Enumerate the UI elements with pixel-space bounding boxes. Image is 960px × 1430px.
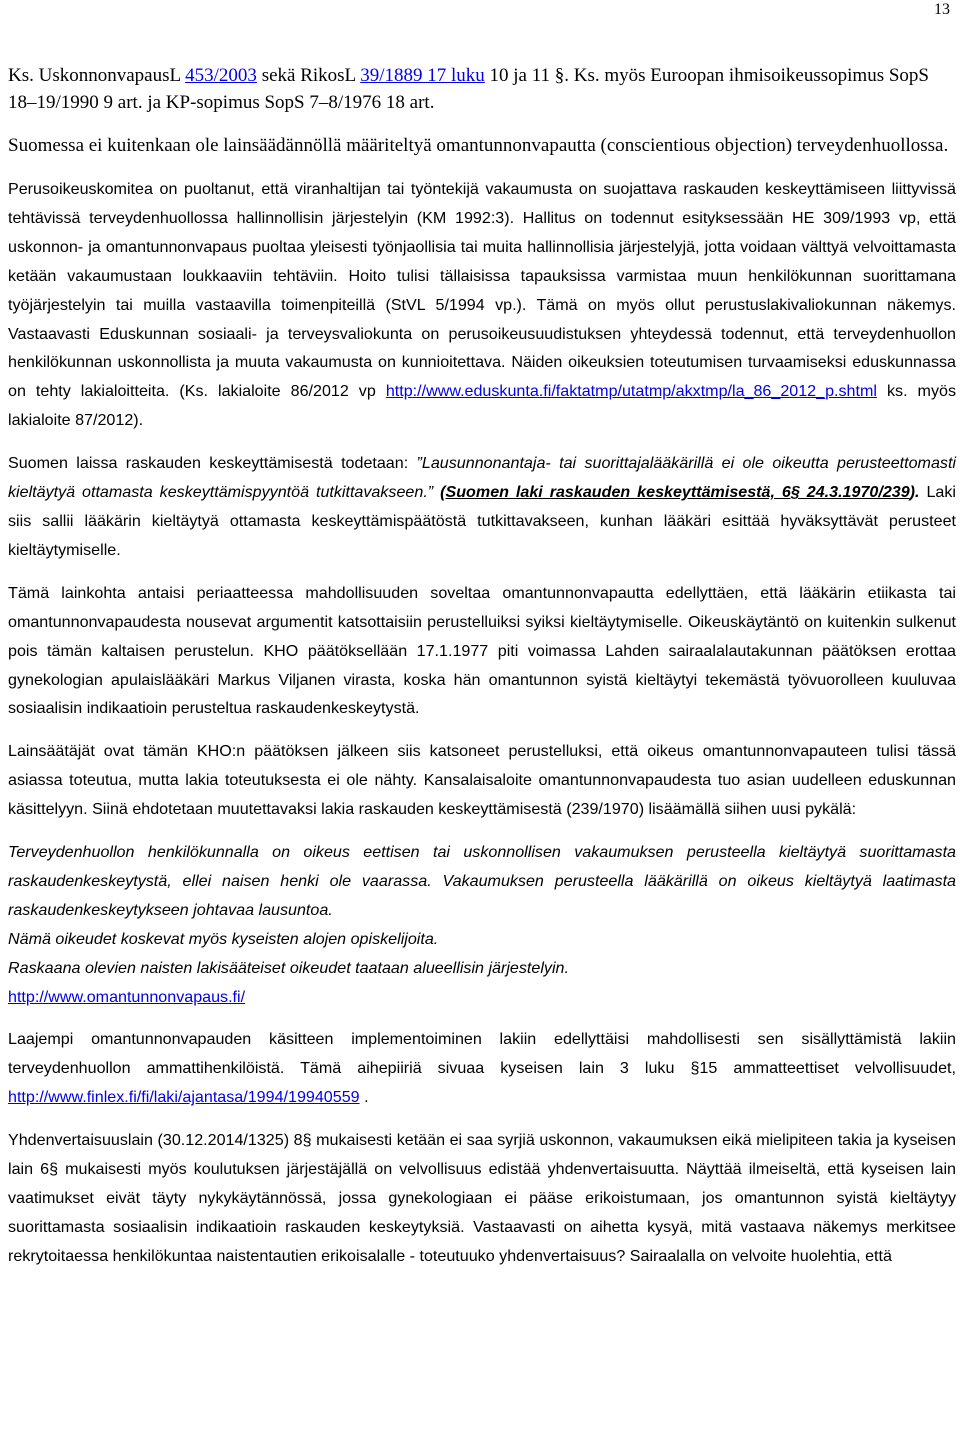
paragraph-proposed-section	[8, 838, 956, 1011]
law-reference: Suomen laki raskauden keskeyttämisestä, 6§ 24.3.1970/239	[445, 483, 910, 502]
proposed-text: Terveydenhuollon henkilökunnalla on oikeus eettisen tai uskonnollisen vakaumuksen perusteella kieltäytyä suorittamasta raskaudenkeskeytystä, ellei naisen henki ole vaarassa. Vakaumuksen perusteella lääkärillä on oikeus kieltäytyä laatimasta raskaudenkeskeytykseen johtavaa lausuntoa.	[8, 843, 956, 919]
proposed-text: Raskaana olevien naisten lakisääteiset oikeudet taataan alueellisin järjestelyin.	[8, 958, 569, 977]
text-run: Laajempi omantunnonvapauden käsitteen implementoiminen lakiin edellyttäisi mahdollisesti sen sisällyttämistä lakiin terveydenhuollon ammattihenkilöistä. Tämä aihepiiriä sivuaa kyseisen lain 3 luku §15 ammatteettiset velvollisuudet,	[8, 1030, 956, 1078]
text-run: ks. myös lakialoite 87/2012).	[8, 382, 957, 430]
paragraph-equality-act: Yhdenvertaisuuslain (30.12.2014/1325) 8§ mukaisesti ketään ei saa syrjiä uskonnon, vakaumuksen eikä mielipiteen takia ja kyseisen lain 6§ mukaisesti myös koulutuksen järjestäjällä on velvollisuus edistää yhdenvertaisuutta. Näyttää ilmeiseltä, että kyseisen lain vaatimukset eivät täyty nykykäytännössä, jossa gynekologiaan ei pääse erikoistumaan, jos omantunnon syistä kieltäytyy suorittamasta sosiaalisin indikaatioin raskauden keskeytyksiä. Vastaavasti on aihetta kysyä, mitä vastaava näkemys merkitsee rekrytoitaessa henkilökuntaa naistentautien erikoisalalle - toteutuuko yhdenvertaisuus? Sairaalalla on velvoite huolehtia, että	[8, 1131, 956, 1265]
text-run: Perusoikeuskomitea on puoltanut, että viranhaltijan tai työntekijä vakaumusta on suojattava raskauden keskeyttämiseen liittyvissä tehtävissä terveydenhuollossa hallinnollisin järjestelyin (KM 1992:3). Hallitus on todennut esityksessään HE 309/1993 vp, että uskonnon- ja omantunnonvapaus puoltaa yleisesti työnjaollisia tai muita hallinnollisia järjestelyjä, jotta voidaan välttyä velvoittamasta ketään vakaumustaan loukkaaviin tehtäviin. Hoito tulisi tällaisissa tapauksissa varmistaa muun henkilökunnan suorittamana työjärjestelyin tai muilla vastaavilla toimenpiteillä (StVL 5/1994 vp.). Tämä on myös ollut perustuslakivaliokunnan näkemys. Vastaavasti Eduskunnan sosiaali- ja terveysvaliokunta on perusoikeusuudistuksen yhteydessä todennut, että terveydenhuollon henkilökunnan uskonnollista ja muuta vakaumusta on kunnioitettava. Näiden oikeuksien toteutumisen turvaamiseksi eduskunnassa on tehty lakialoitteita. (Ks. lakialoite 86/2012 vp	[8, 180, 956, 401]
link-uskonnonvapausl[interactable]: 453/2003	[185, 65, 257, 86]
paragraph-health-professionals-law	[8, 1025, 956, 1112]
text-run: ).	[909, 483, 920, 502]
paragraph-perusoikeuskomitea	[8, 175, 956, 435]
paragraph-conscientious-objection: Suomessa ei kuitenkaan ole lainsäädännöllä määriteltyä omantunnonvapautta (conscientious objection) terveydenhuollossa.	[8, 135, 949, 156]
text-run: 10 ja 11 §. Ks. myös Euroopan ihmisoikeussopimus SopS 18–19/1990 9 art. ja KP-sopimus SopS 7–8/1976 18 art.	[8, 65, 929, 113]
page-number: 13	[934, 1, 950, 18]
paragraph-citizens-initiative: Lainsäätäjät ovat tämän KHO:n päätöksen jälkeen siis katsoneet perustelluksi, että oikeus omantunnonvapauteen tulisi tässä asiassa toteutua, mutta lakia toteutuksesta ei ole nähty. Kansalaisaloite omantunnonvapaudesta tuo asian uudelleen eduskunnan käsittelyyn. Siinä ehdotetaan muutettavaksi lakia raskauden keskeyttämisestä (239/1970) lisäämällä siihen uusi pykälä:	[8, 742, 956, 819]
paragraph-kho-decision: Tämä lainkohta antaisi periaatteessa mahdollisuuden soveltaa omantunnonvapautta edellyttäen, että lääkärin etiikasta tai omantunnonvapaudesta nousevat argumentit katsottaisiin perustelluiksi syiksi kieltäytymiselle. Oikeuskäytäntö on kuitenkin sulkenut pois tämän kaltaisen perustelun. KHO päätöksellään 17.1.1977 piti voimassa Lahden sairaalalautakunnan päätöksen erottaa gynekologian apulaislääkäri Markus Viljanen virasta, koska hän omantunnon syistä kieltäytyi tekemästä työvuorolleen kuuluvaa sosiaalisin indikaatioin perusteltua raskaudenkeskeytystä.	[8, 583, 956, 718]
text-run: Laki siis sallii lääkärin kieltäytyä ottamasta keskeyttämispäätöstä tutkittavakseen, kunhan lääkäri esittää hyväksyttävät perusteet kieltäytymiselle.	[8, 483, 956, 559]
link-finlex[interactable]: http://www.finlex.fi/fi/laki/ajantasa/1994/19940559	[8, 1088, 360, 1107]
proposed-text: Nämä oikeudet koskevat myös kyseisten alojen opiskelijoita.	[8, 929, 439, 948]
paragraph-legal-references	[8, 62, 956, 116]
link-omantunnonvapaus[interactable]: http://www.omantunnonvapaus.fi/	[8, 987, 246, 1006]
text-run: Suomen laissa raskauden keskeyttämisestä todetaan:	[8, 454, 417, 473]
link-eduskunta-lakialoite[interactable]: http://www.eduskunta.fi/faktatmp/utatmp/akxtmp/la_86_2012_p.shtml	[385, 382, 877, 401]
text-run: (	[433, 483, 446, 502]
text-run: Ks. UskonnonvapausL	[8, 65, 186, 86]
text-run: sekä RikosL	[256, 65, 361, 86]
paragraph-abortion-law	[8, 449, 956, 565]
law-quote: ”Lausunnonantaja- tai suorittajalääkärillä ei ole oikeutta perusteettomasti kieltäytyä ottamasta keskeyttämispyyntöä tutkittavakseen.”	[8, 454, 957, 502]
document-body	[8, 62, 956, 1285]
text-run: .	[359, 1088, 369, 1107]
link-rikosl[interactable]: 39/1889 17 luku	[360, 65, 485, 86]
